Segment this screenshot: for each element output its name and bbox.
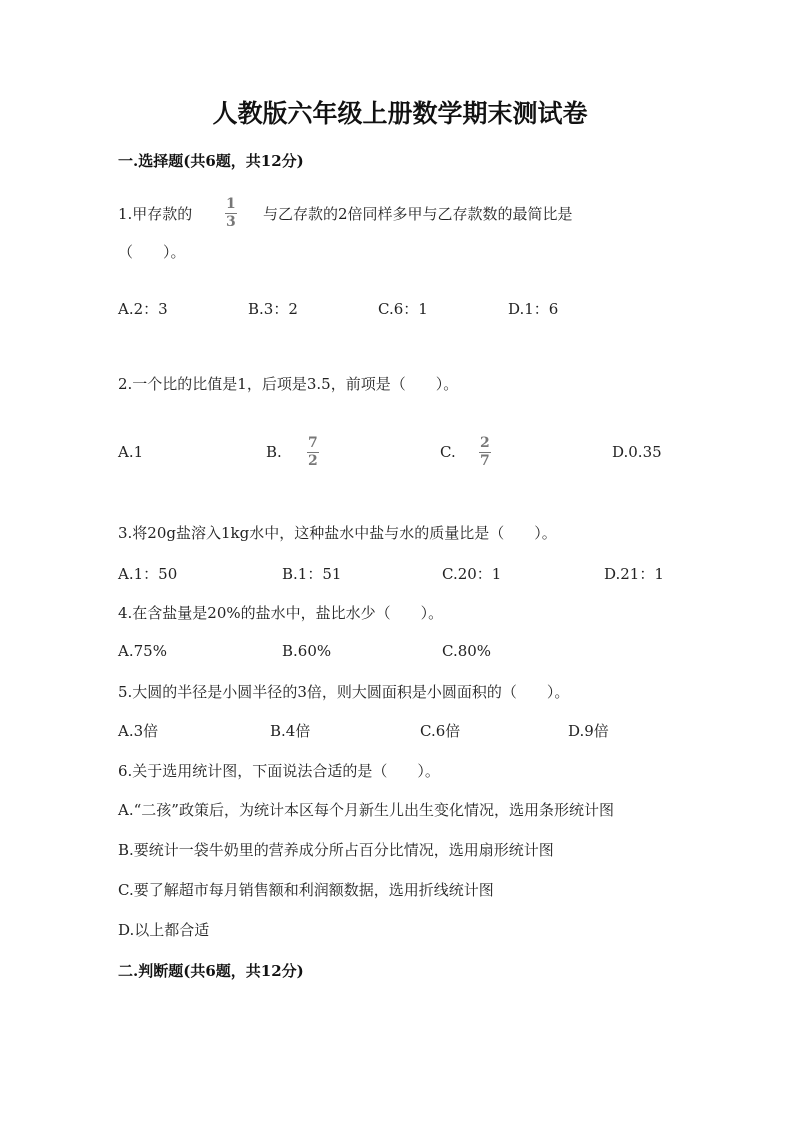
question-3-option-b: B.1：51 — [282, 565, 342, 583]
question-2-option-a: A.1 — [118, 443, 144, 461]
question-1-prefix: 1.甲存款的 — [118, 205, 193, 223]
fraction-denominator: 7 — [480, 453, 490, 469]
fraction-numerator: 7 — [308, 435, 318, 451]
question-1-option-c: C.6：1 — [378, 300, 428, 318]
question-2-option-c-label: C. — [440, 443, 456, 461]
fraction-numerator: 2 — [480, 435, 490, 451]
question-2-option-d: D.0.35 — [612, 443, 662, 461]
question-3-option-a: A.1：50 — [118, 565, 178, 583]
question-6-text: 6.关于选用统计图，下面说法合适的是（ ）。 — [118, 762, 440, 780]
question-4-text: 4.在含盐量是20%的盐水中，盐比水少（ ）。 — [118, 604, 444, 622]
question-1-option-b: B.3：2 — [248, 300, 298, 318]
question-5-option-b: B.4倍 — [270, 722, 311, 740]
section-heading-choice: 一.选择题(共6题，共12分) — [118, 152, 304, 170]
question-1-option-d: D.1：6 — [508, 300, 559, 318]
question-5-option-d: D.9倍 — [568, 722, 609, 740]
section-heading-judgement: 二.判断题(共6题，共12分) — [118, 962, 304, 980]
question-2-option-b-label: B. — [266, 443, 282, 461]
question-5-option-a: A.3倍 — [118, 722, 159, 740]
question-6-option-c: C.要了解超市每月销售额和利润额数据，选用折线统计图 — [118, 881, 494, 899]
question-6-option-b: B.要统计一袋牛奶里的营养成分所占百分比情况，选用扇形统计图 — [118, 841, 554, 859]
question-1-suffix: 与乙存款的2倍同样多甲与乙存款数的最简比是 — [263, 205, 573, 223]
fraction-denominator: 2 — [308, 453, 318, 469]
question-4-option-b: B.60% — [282, 642, 332, 660]
question-1-fraction — [224, 197, 238, 230]
question-2-option-c-fraction — [478, 436, 492, 469]
question-4-option-c: C.80% — [442, 642, 492, 660]
question-6-option-a: A.“二孩”政策后，为统计本区每个月新生儿出生变化情况，选用条形统计图 — [118, 801, 614, 819]
page-title: 人教版六年级上册数学期末测试卷 — [212, 99, 588, 128]
question-3-option-c: C.20：1 — [442, 565, 502, 583]
question-5-option-c: C.6倍 — [420, 722, 461, 740]
question-1-option-a: A.2：3 — [118, 300, 168, 318]
question-2-option-b-fraction — [306, 436, 320, 469]
fraction-numerator: 1 — [226, 196, 236, 212]
question-2-text: 2.一个比的比值是1，后项是3.5，前项是（ ）。 — [118, 375, 459, 393]
question-6-option-d: D.以上都合适 — [118, 921, 210, 939]
question-3-text: 3.将20g盐溶入1kg水中，这种盐水中盐与水的质量比是（ ）。 — [118, 524, 557, 542]
question-3-option-d: D.21：1 — [604, 565, 664, 583]
question-5-text: 5.大圆的半径是小圆半径的3倍，则大圆面积是小圆面积的（ ）。 — [118, 683, 570, 701]
fraction-denominator: 3 — [226, 214, 236, 230]
question-4-option-a: A.75% — [118, 642, 167, 660]
question-1-blank: （ ）。 — [118, 243, 186, 261]
